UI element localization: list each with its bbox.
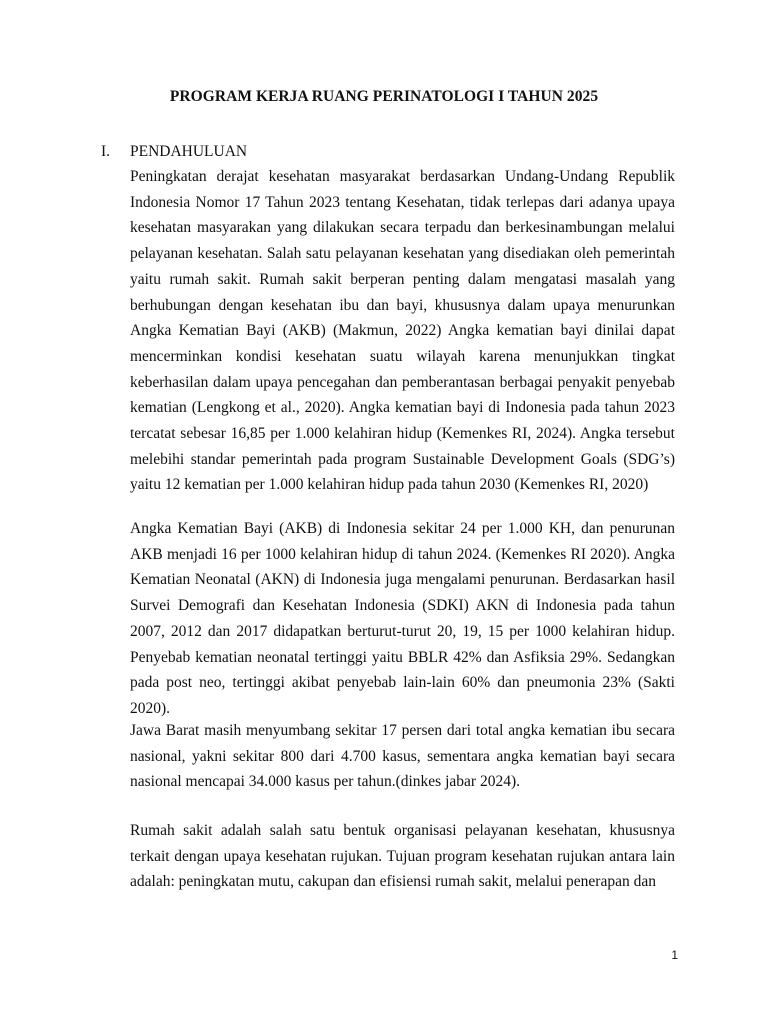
paragraph-4: [130, 818, 675, 895]
document-title: PROGRAM KERJA RUANG PERINATOLOGI I TAHUN 2025: [169, 88, 599, 105]
paragraph-text: Angka Kematian Bayi (AKB) di Indonesia sekitar 24 per 1.000 KH, dan penurunan AKB menjadi 16 per 1000 kelahiran hidup di tahun 2024. (Kemenkes RI 2020). Angka Kematian Neonatal (AKN) di Indonesia juga mengalami penurunan. Berdasarkan hasil Survei Demografi dan Kesehatan Indonesia (SDKI) AKN di Indonesia pada tahun 2007, 2012 dan 2017 didapatkan berturut-turut 20, 19, 15 per 1000 kelahiran hidup. Penyebab kematian neonatal tertinggi yaitu BBLR 42% dan Asfiksia 29%. Sedangkan pada post neo, tertinggi akibat penyebab lain-lain 60% dan pneumonia 23% (Sakti 2020).: [130, 520, 675, 717]
paragraph-3: [130, 718, 675, 795]
paragraph-text: Jawa Barat masih menyumbang sekitar 17 persen dari total angka kematian ibu secara nasional, yakni sekitar 800 dari 4.700 kasus, sementara angka kematian bayi secara nasional mencapai 34.000 kasus per tahun.(dinkes jabar 2024).: [130, 722, 675, 791]
section-heading: PENDAHULUAN: [130, 143, 248, 160]
page-number: 1: [671, 948, 678, 962]
section-number: I.: [101, 143, 111, 160]
paragraph-2: [130, 516, 675, 722]
paragraph-text: Peningkatan derajat kesehatan masyarakat berdasarkan Undang-Undang Republik Indonesia Nomor 17 Tahun 2023 tentang Kesehatan, tidak terlepas dari adanya upaya kesehatan masyarakan yang dilakukan secara terpadu dan berkesinambungan melalui pelayanan kesehatan. Salah satu pelayanan kesehatan yang disediakan oleh pemerintah yaitu rumah sakit. Rumah sakit berperan penting dalam mengatasi masalah yang berhubungan dengan kesehatan ibu dan bayi, khususnya dalam upaya menurunkan Angka Kematian Bayi (AKB) (Makmun, 2022) Angka kematian bayi dinilai dapat mencerminkan kondisi kesehatan suatu wilayah karena menunjukkan tingkat keberhasilan dalam upaya pencegahan dan pemberantasan berbagai penyakit penyebab kematian (Lengkong et al., 2020). Angka kematian bayi di Indonesia pada tahun 2023 tercatat sebesar 16,85 per 1.000 kelahiran hidup (Kemenkes RI, 2024). Angka tersebut melebihi standar pemerintah pada program Sustainable Development Goals (SDG’s) yaitu 12 kematian per 1.000 kelahiran hidup pada tahun 2030 (Kemenkes RI, 2020): [130, 168, 675, 494]
paragraph-1: [130, 164, 675, 498]
paragraph-text: Rumah sakit adalah salah satu bentuk organisasi pelayanan kesehatan, khususnya terkait dengan upaya kesehatan rujukan. Tujuan program kesehatan rujukan antara lain adalah: peningkatan mutu, cakupan dan efisiensi rumah sakit, melalui penerapan dan: [130, 822, 675, 891]
